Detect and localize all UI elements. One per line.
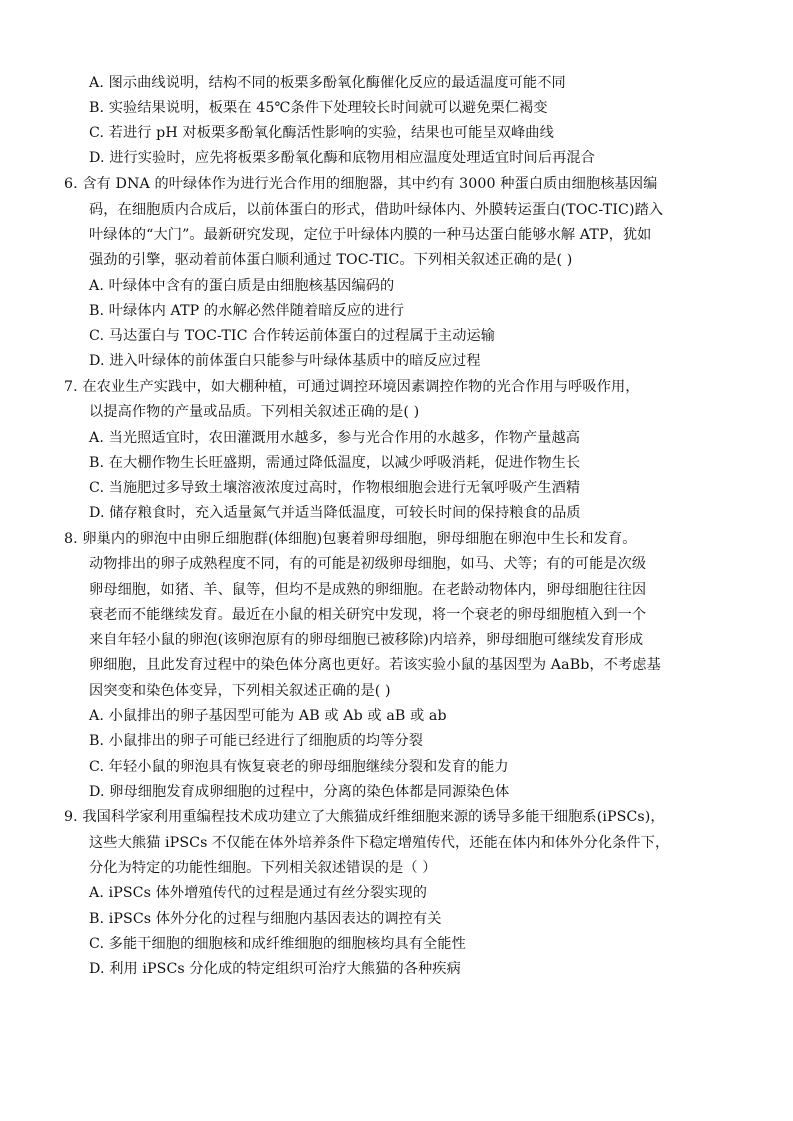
q6-option-c: C. 马达蛋白与 TOC-TIC 合作转运前体蛋白的过程属于主动运输 (89, 328, 496, 344)
q7-option-a: A. 当光照适宜时，农田灌溉用水越多，参与光合作用的水越多，作物产量越高 (89, 430, 581, 446)
q6-option-b: B. 叶绿体内 ATP 的水解必然伴随着暗反应的进行 (89, 303, 404, 319)
q9-stem-line-1: 9. 我国科学家利用重编程技术成功建立了大熊猫成纤维细胞来源的诱导多能干细胞系(iPSCs)， (64, 809, 665, 825)
q7-stem-line-2: 以提高作物的产量或品质。下列相关叙述正确的是( ) (89, 404, 420, 420)
q6-stem-line-3: 叶绿体的“大门”。最新研究发现，定位于叶绿体内膜的一种马达蛋白能够水解 ATP，犹如 (89, 227, 652, 243)
q9-option-b: B. iPSCs 体外分化的过程与细胞内基因表达的调控有关 (89, 911, 442, 927)
q7-option-c: C. 当施肥过多导致土壤溶液浓度过高时，作物根细胞会进行无氧呼吸产生酒精 (89, 480, 581, 496)
q6-option-a: A. 叶绿体中含有的蛋白质是由细胞核基因编码的 (89, 278, 395, 294)
q5-option-c: C. 若进行 pH 对板栗多酚氧化酶活性影响的实验，结果也可能呈双峰曲线 (89, 125, 554, 141)
q8-stem-line-5: 来自年轻小鼠的卵泡(该卵泡原有的卵母细胞已被移除)内培养，卵母细胞可继续发育形成 (89, 632, 644, 648)
q6-stem-line-4: 强劲的引擎，驱动着前体蛋白顺利通过 TOC-TIC。下列相关叙述正确的是( ) (89, 252, 573, 268)
q8-stem-line-7: 因突变和染色体变异，下列相关叙述正确的是( ) (89, 683, 391, 699)
q8-stem-line-3: 卵母细胞，如猪、羊、鼠等，但均不是成熟的卵细胞。在老龄动物体内，卵母细胞往往因 (89, 582, 647, 598)
q8-option-c: C. 年轻小鼠的卵泡具有恢复衰老的卵母细胞继续分裂和发育的能力 (89, 759, 509, 775)
q8-stem-line-1: 8. 卵巢内的卵泡中由卵丘细胞群(体细胞)包裹着卵母细胞，卵母细胞在卵泡中生长和发育。 (64, 531, 637, 547)
q6-stem-line-2: 码，在细胞质内合成后，以前体蛋白的形式，借助叶绿体内、外膜转运蛋白(TOC-TIC)踏入 (89, 202, 664, 218)
q8-stem-line-2: 动物排出的卵子成熟程度不同，有的可能是初级卵母细胞，如马、犬等；有的可能是次级 (89, 556, 647, 572)
q5-option-a: A. 图示曲线说明，结构不同的板栗多酚氧化酶催化反应的最适温度可能不同 (89, 75, 566, 91)
q6-stem-line-1: 6. 含有 DNA 的叶绿体作为进行光合作用的细胞器，其中约有 3000 种蛋白质由细胞核基因编 (64, 176, 658, 192)
q9-stem-line-3: 分化为特定的功能性细胞。下列相关叙述错误的是（ ） (89, 860, 437, 876)
q8-stem-line-4: 衰老而不能继续发育。最近在小鼠的相关研究中发现，将一个衰老的卵母细胞植入到一个 (89, 607, 647, 623)
q9-option-d: D. 利用 iPSCs 分化成的特定组织可治疗大熊猫的各种疾病 (89, 961, 461, 977)
q7-option-b: B. 在大棚作物生长旺盛期，需通过降低温度，以减少呼吸消耗，促进作物生长 (89, 455, 581, 471)
q5-option-b: B. 实验结果说明，板栗在 45℃条件下处理较长时间就可以避免栗仁褐变 (89, 100, 548, 116)
q8-option-a: A. 小鼠排出的卵子基因型可能为 AB 或 Ab 或 aB 或 ab (89, 708, 447, 724)
q6-option-d: D. 进入叶绿体的前体蛋白只能参与叶绿体基质中的暗反应过程 (89, 353, 481, 369)
q9-option-c: C. 多能干细胞的细胞核和成纤维细胞的细胞核均具有全能性 (89, 936, 466, 952)
q7-stem-line-1: 7. 在农业生产实践中，如大棚种植，可通过调控环境因素调控作物的光合作用与呼吸作用， (64, 379, 640, 395)
q8-option-b: B. 小鼠排出的卵子可能已经进行了细胞质的均等分裂 (89, 733, 424, 749)
q7-option-d: D. 储存粮食时，充入适量氮气并适当降低温度，可较长时间的保持粮食的品质 (89, 505, 581, 521)
q9-stem-line-2: 这些大熊猫 iPSCs 不仅能在体外培养条件下稳定增殖传代，还能在体内和体外分化条件下， (89, 835, 670, 851)
q8-stem-line-6: 卵细胞，且此发育过程中的染色体分离也更好。若该实验小鼠的基因型为 AaBb，不考虑基 (89, 657, 661, 673)
q9-option-a: A. iPSCs 体外增殖传代的过程是通过有丝分裂实现的 (89, 885, 428, 901)
q8-option-d: D. 卵母细胞发育成卵细胞的过程中，分离的染色体都是同源染色体 (89, 784, 510, 800)
q5-option-d: D. 进行实验时，应先将板栗多酚氧化酶和底物用相应温度处理适宜时间后再混合 (89, 150, 595, 166)
